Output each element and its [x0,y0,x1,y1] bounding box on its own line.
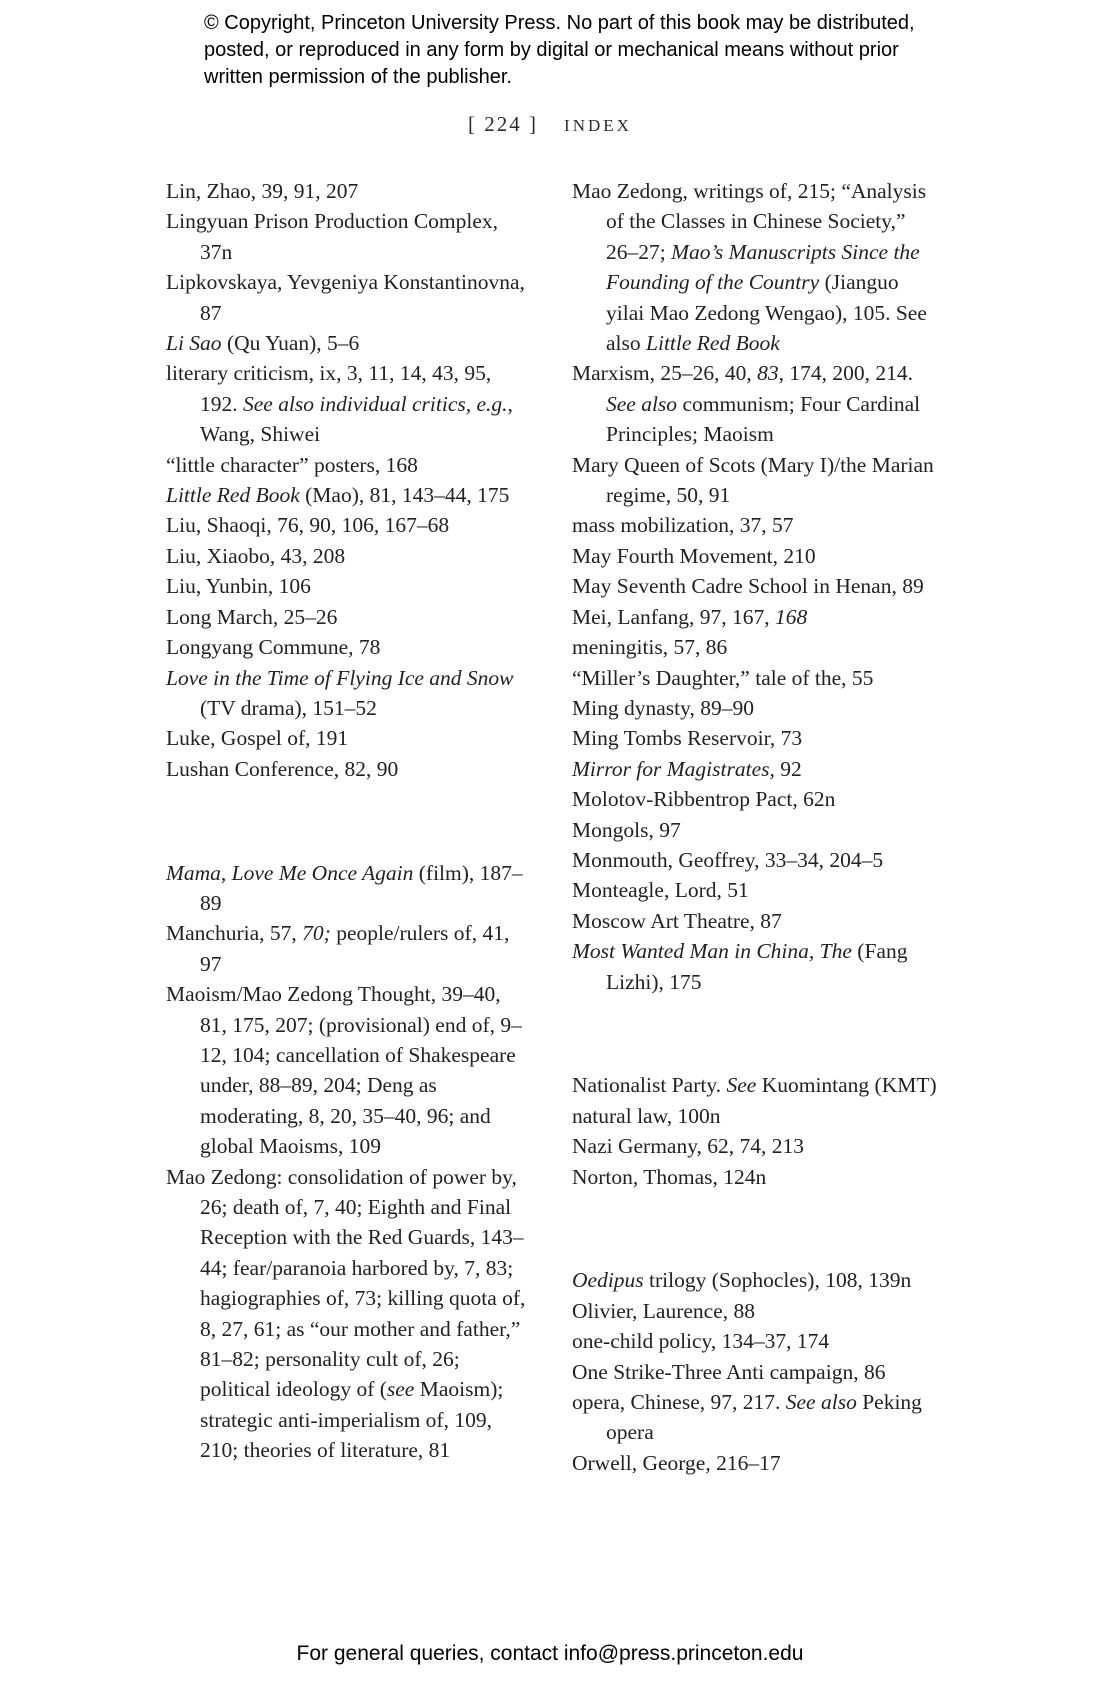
index-entry: opera, Chinese, 97, 217. See also Peking opera [572,1390,922,1445]
index-entry: Marxism, 25–26, 40, 83, 174, 200, 214. See also communism; Four Cardinal Principles; Maoism [572,361,921,447]
index-column-right [572,176,942,1478]
index-entry: Liu, Shaoqi, 76, 90, 106, 167–68 [166,513,450,538]
index-entry: “little character” posters, 168 [166,452,418,477]
index-entry: Longyang Commune, 78 [166,635,381,660]
index-entry: Nazi Germany, 62, 74, 213 [572,1134,805,1159]
index-entry: Little Red Book (Mao), 81, 143–44, 175 [166,483,510,508]
index-column-left [166,176,531,1466]
index-entry: Mei, Lanfang, 97, 167, 168 [572,604,808,629]
index-entry: Monteagle, Lord, 51 [572,878,749,903]
index-entry: Lipkovskaya, Yevgeniya Konstantinovna, 87 [166,270,525,325]
index-entry: Li Sao (Qu Yuan), 5–6 [166,331,360,356]
index-entry: Mirror for Magistrates, 92 [572,756,802,781]
copyright-notice: © Copyright, Princeton University Press. No part of this book may be distributed, posted, or reproduced in any form by digital or mechanical means without prior written permission of the publisher. [204,12,915,88]
index-entry: Ming dynasty, 89–90 [572,695,754,720]
index-entry: meningitis, 57, 86 [572,635,728,660]
footer-contact: For general queries, contact info@press.princeton.edu [296,1642,804,1665]
index-entry: Mongols, 97 [572,817,681,842]
index-entry: Manchuria, 57, 70; people/rulers of, 41, 97 [166,921,510,976]
index-entry: Mama, Love Me Once Again (film), 187–89 [166,860,523,915]
index-entry: May Fourth Movement, 210 [572,543,816,568]
index-entry: Oedipus trilogy (Sophocles), 108, 139n [572,1268,912,1293]
index-entry: Long March, 25–26 [166,604,338,629]
index-entry: literary criticism, ix, 3, 11, 14, 43, 95, 192. See also individual critics, e.g., Wang, Shiwei [166,361,513,447]
index-entry: one-child policy, 134–37, 174 [572,1329,830,1354]
index-entry: Nationalist Party. See Kuomintang (KMT) [572,1073,937,1098]
index-entry: One Strike-Three Anti campaign, 86 [572,1359,886,1384]
index-entry: mass mobilization, 37, 57 [572,513,794,538]
index-entry: Mao Zedong, writings of, 215; “Analysis of the Classes in Chinese Society,” 26–27; Mao’s Manuscripts Since the Founding of the Country (Jianguo yilai Mao Zedong Wengao), 105. See also Little Red Book [572,179,927,356]
index-entry: Luke, Gospel of, 191 [166,726,349,751]
section-title: INDEX [564,116,632,135]
index-entry: Mary Queen of Scots (Mary I)/the Marian regime, 50, 91 [572,452,934,508]
letter-group-gap [572,1213,942,1243]
index-entry: Liu, Yunbin, 106 [166,574,311,599]
index-entry: “Miller’s Daughter,” tale of the, 55 [572,665,874,690]
index-entry: May Seventh Cadre School in Henan, 89 [572,574,924,599]
index-entry: natural law, 100n [572,1103,721,1128]
index-entry: Mao Zedong: consolidation of power by, 26; death of, 7, 40; Eighth and Final Reception with the Red Guards, 143–44; fear/paranoia harbored by, 7, 83; hagiographies of, 73; killing quota of, 8, 27, 61; as “our mother and father,” 81–82; personality cult of, 26; political ideology of (see Maoism); strategic anti-imperialism of, 109, 210; theories of literature, 81 [166,1164,526,1463]
index-entry: Molotov-Ribbentrop Pact, 62n [572,787,836,812]
page-number: [ 224 ] [468,112,539,136]
index-entry: Lushan Conference, 82, 90 [166,756,399,781]
letter-group-gap [166,806,531,836]
index-entry: Orwell, George, 216–17 [572,1450,781,1475]
index-entry: Love in the Time of Flying Ice and Snow (TV drama), 151–52 [166,665,514,720]
index-entry: Monmouth, Geoffrey, 33–34, 204–5 [572,847,884,872]
index-entry: Most Wanted Man in China, The (Fang Lizhi), 175 [572,939,908,994]
letter-group-gap [572,1018,942,1048]
index-entry: Norton, Thomas, 124n [572,1164,767,1189]
running-head [0,110,1100,140]
index-entry: Liu, Xiaobo, 43, 208 [166,543,346,568]
index-entry: Lin, Zhao, 39, 91, 207 [166,179,359,203]
index-entry: Lingyuan Prison Production Complex, 37n [166,209,499,264]
index-entry: Olivier, Laurence, 88 [572,1298,756,1323]
index-entry: Maoism/Mao Zedong Thought, 39–40, 81, 175, 207; (provisional) end of, 9–12, 104; cancellation of Shakespeare under, 88–89, 204; Deng as moderating, 8, 20, 35–40, 96; and global Maoisms, 109 [166,982,522,1159]
index-entry: Moscow Art Theatre, 87 [572,908,782,933]
index-entry: Ming Tombs Reservoir, 73 [572,726,803,751]
